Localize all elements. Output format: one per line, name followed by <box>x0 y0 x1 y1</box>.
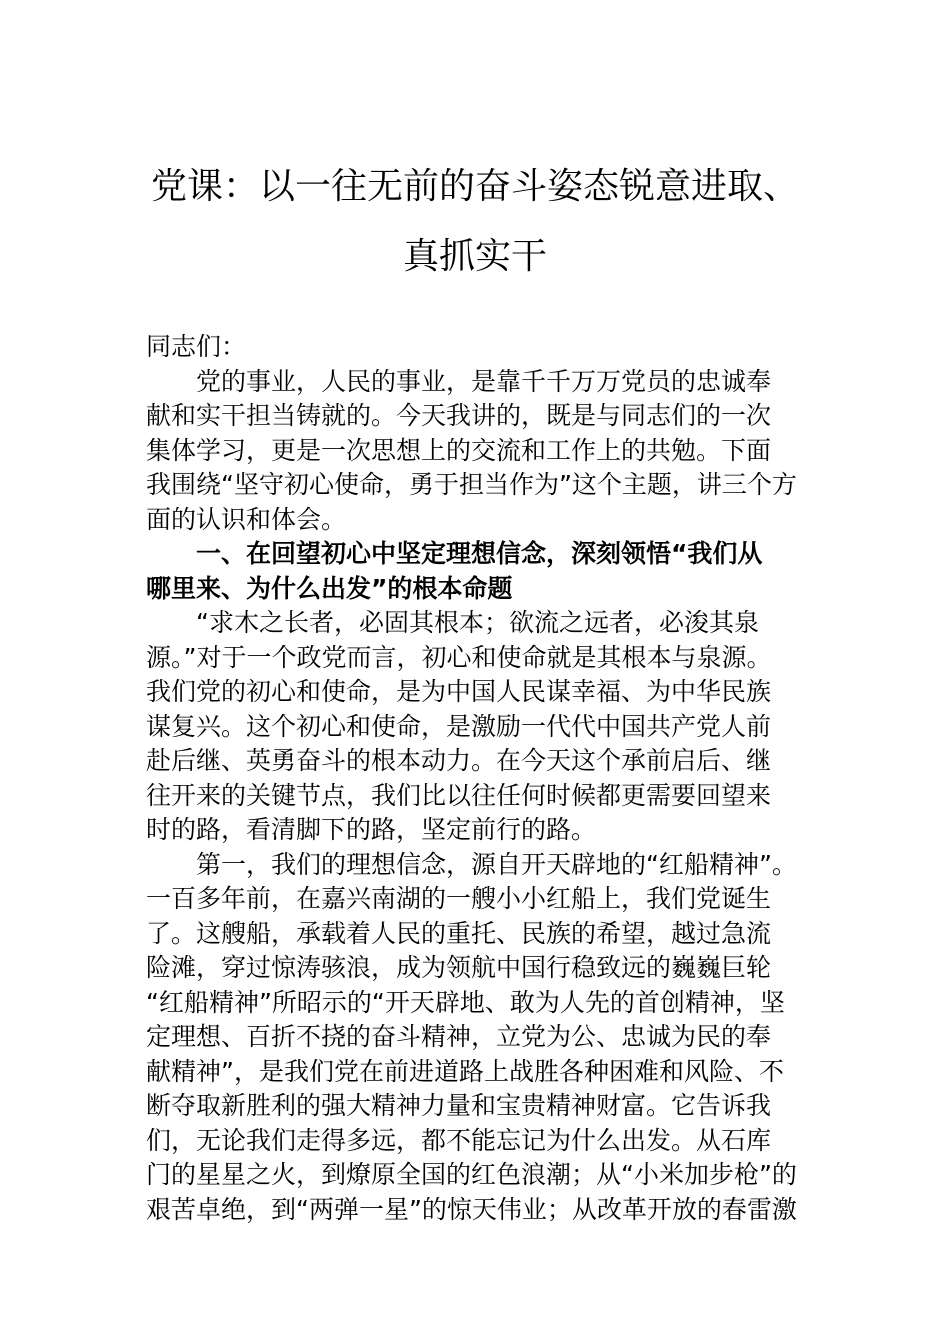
paragraph-line: 们，无论我们走得多远，都不能忘记为什么出发。从石库 <box>146 1125 772 1155</box>
paragraph-line: “红船精神”所昭示的“开天辟地、敢为人先的首创精神，坚 <box>146 987 785 1017</box>
paragraph-line: 源。”对于一个政党而言，初心和使命就是其根本与泉源。 <box>146 642 772 672</box>
paragraph-line: 一百多年前，在嘉兴南湖的一艘小小红船上，我们党诞生 <box>146 884 772 913</box>
paragraph-line: 谋复兴。这个初心和使命，是激励一代代中国共产党人前 <box>146 711 772 741</box>
paragraph-line: 我们党的初心和使命，是为中国人民谋幸福、为中华民族 <box>146 677 772 706</box>
paragraph-line: 断夺取新胜利的强大精神力量和宝贵精神财富。它告诉我 <box>146 1091 772 1120</box>
paragraph-line: 定理想、百折不挠的奋斗精神，立党为公、忠诚为民的奉 <box>146 1022 772 1051</box>
paragraph-line: 面的认识和体会。 <box>146 504 347 534</box>
paragraph-line: 我围绕“坚守初心使命，勇于担当作为”这个主题，讲三个方 <box>146 470 797 499</box>
paragraph-line: 艰苦卓绝，到“两弹一星”的惊天伟业；从改革开放的春雷激 <box>146 1194 797 1224</box>
paragraph-line: 集体学习，更是一次思想上的交流和工作上的共勉。下面 <box>146 435 772 465</box>
paragraph-line: 往开来的关键节点，我们比以往任何时候都更需要回望来 <box>146 780 772 810</box>
salutation: 同志们： <box>146 332 247 361</box>
section-heading-line: 哪里来、为什么出发”的根本命题 <box>146 573 513 603</box>
paragraph-line: 了。这艘船，承载着人民的重托、民族的希望，越过急流 <box>146 918 772 948</box>
section-heading-line: 一、在回望初心中坚定理想信念，深刻领悟“我们从 <box>196 539 763 568</box>
paragraph-line: “求木之长者，必固其根本；欲流之远者，必浚其泉 <box>196 608 759 637</box>
paragraph-line: 险滩，穿过惊涛骇浪，成为领航中国行稳致远的巍巍巨轮 <box>146 953 772 982</box>
paragraph-line: 党的事业，人民的事业，是靠千千万万党员的忠诚奉 <box>196 366 772 396</box>
document-body <box>146 330 812 1227</box>
document-title-line-1: 党课：以一往无前的奋斗姿态锐意进取、 <box>150 166 799 207</box>
paragraph-line: 时的路，看清脚下的路，坚定前行的路。 <box>146 815 597 844</box>
paragraph-line: 门的星星之火，到燎原全国的红色浪潮；从“小米加步枪”的 <box>146 1160 797 1189</box>
paragraph-line: 第一，我们的理想信念，源自开天辟地的“红船精神”。 <box>196 849 797 879</box>
paragraph-line: 赴后继、英勇奋斗的根本动力。在今天这个承前启后、继 <box>146 746 772 775</box>
paragraph-line: 献和实干担当铸就的。今天我讲的，既是与同志们的一次 <box>146 401 772 430</box>
paragraph-line: 献精神”，是我们党在前进道路上战胜各种困难和风险、不 <box>146 1056 784 1086</box>
document-title-line-2: 真抓实干 <box>402 236 547 277</box>
